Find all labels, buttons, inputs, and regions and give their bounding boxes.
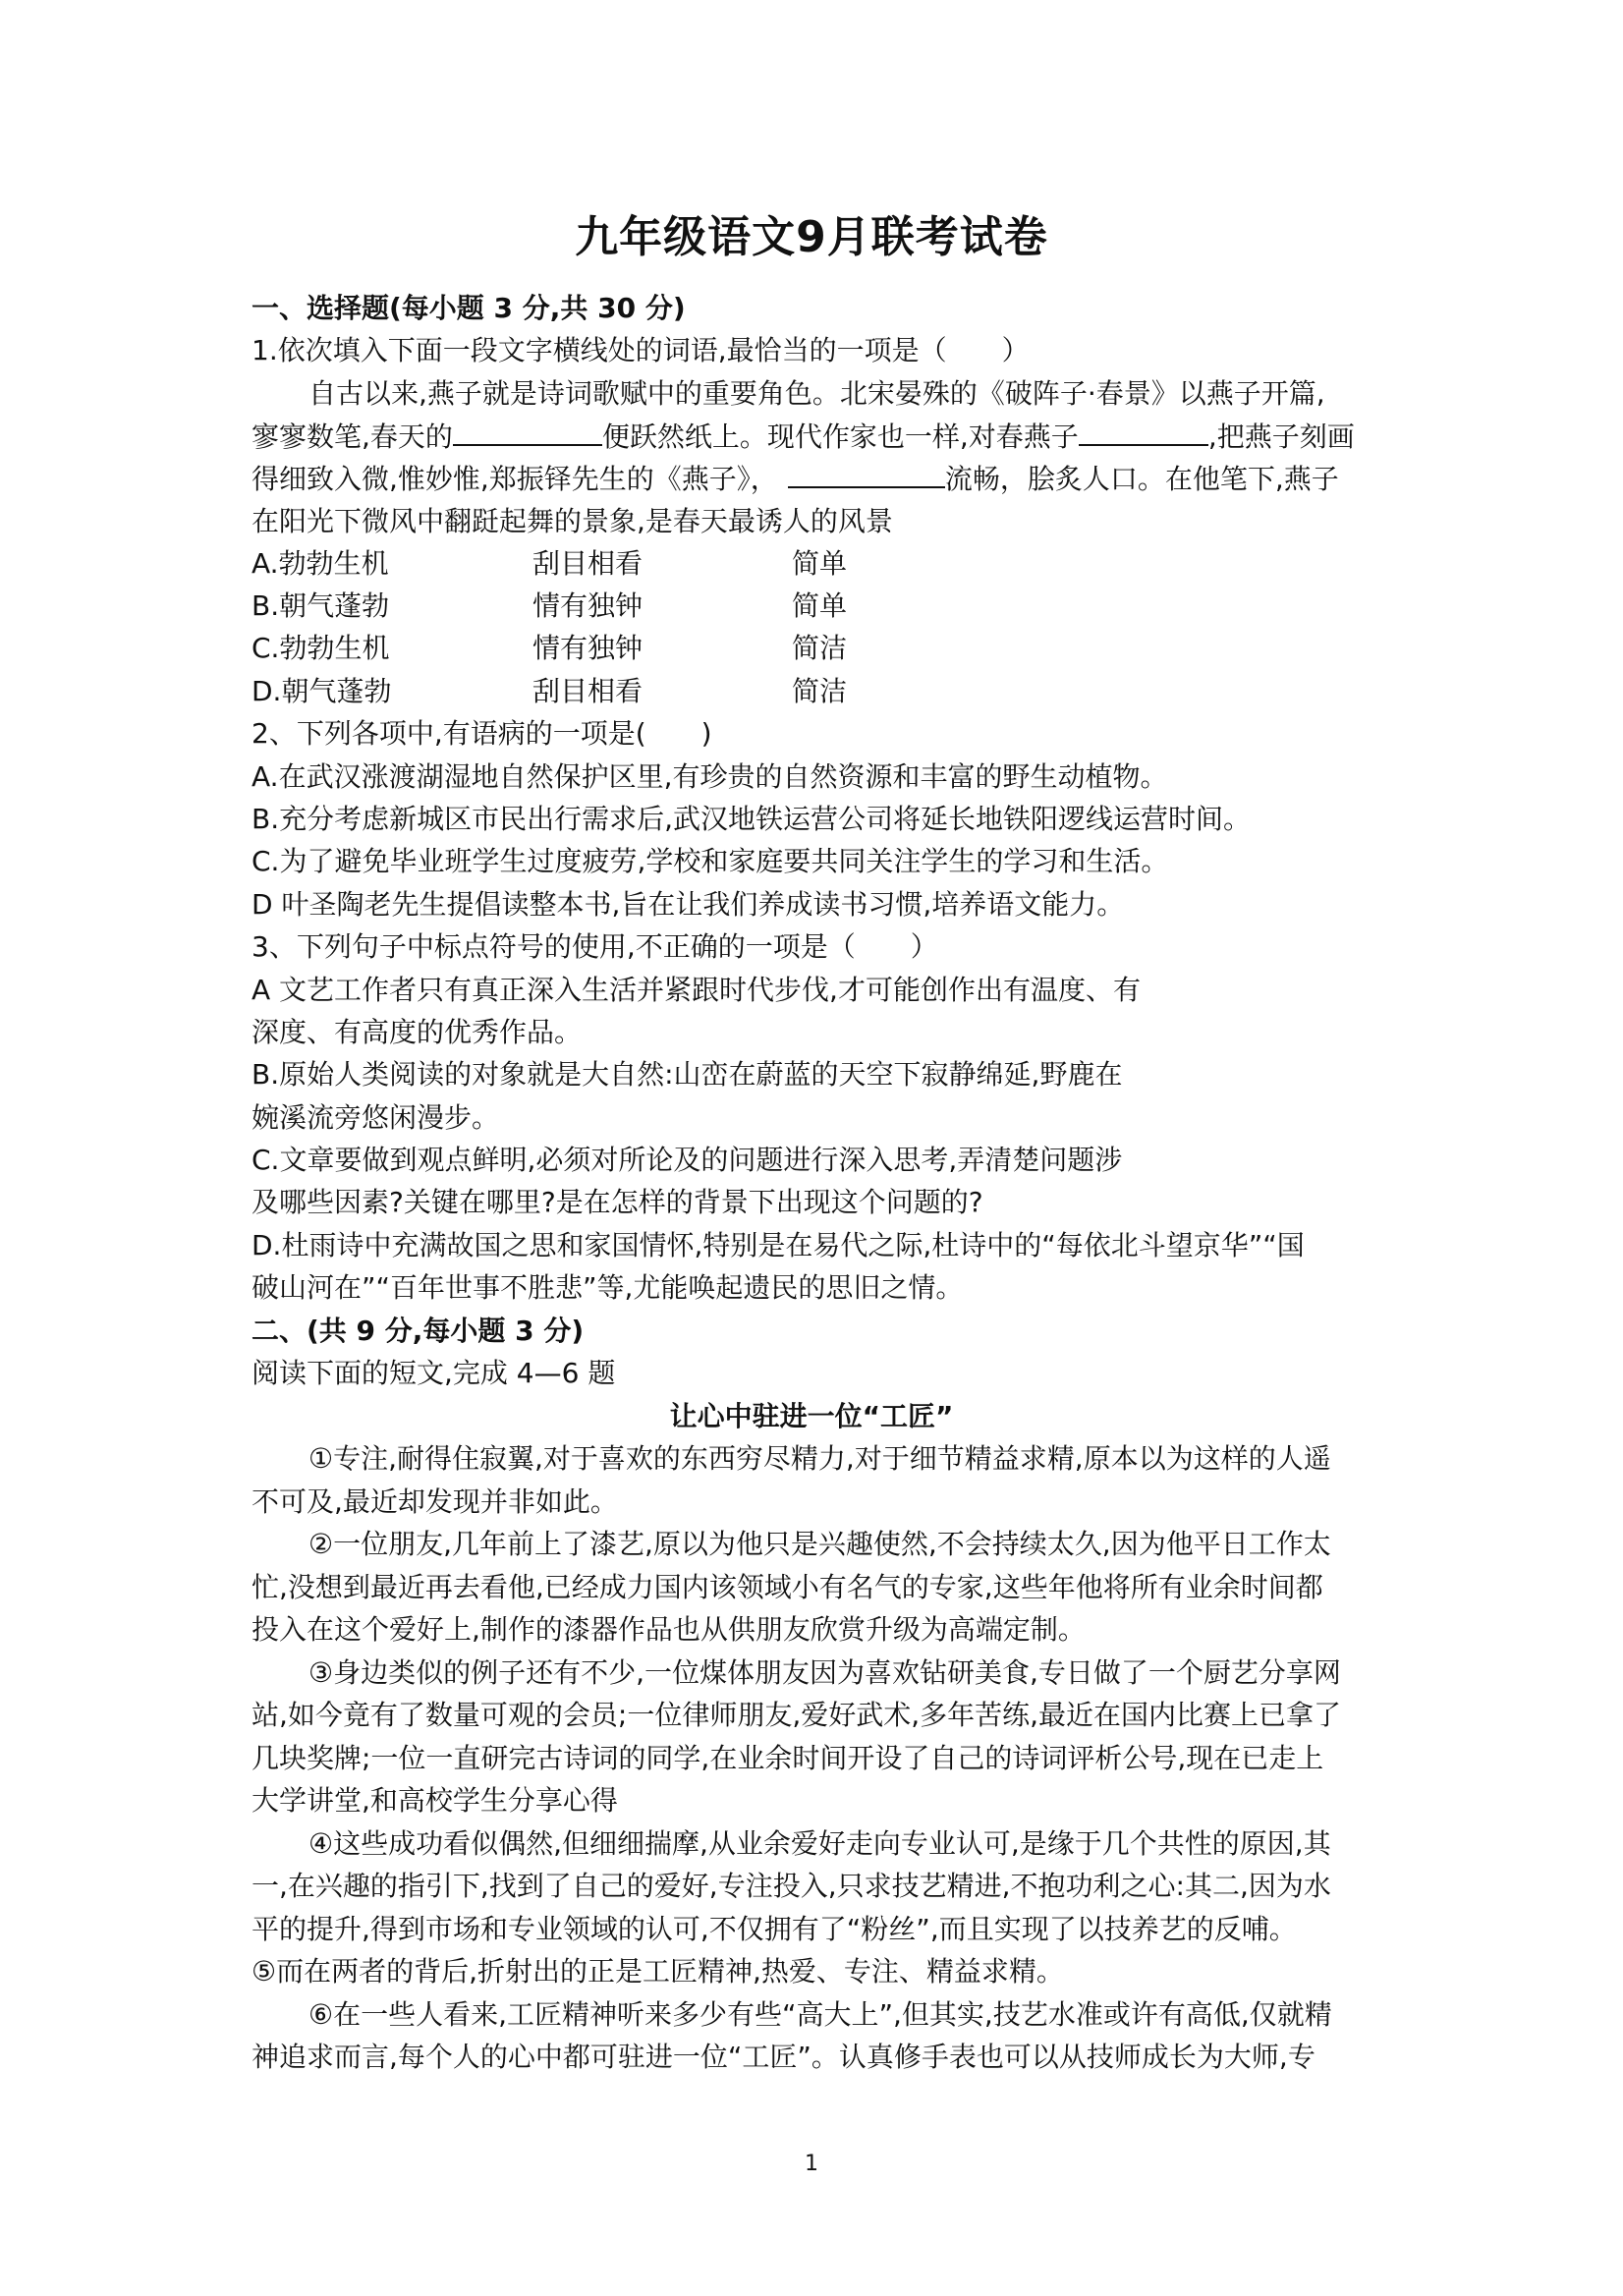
q1-passage-text: 寥寥数笔,春天的 — [252, 420, 453, 453]
article-paragraph-line: 一,在兴趣的指引下,找到了自己的爱好,专注投入,只求技艺精进,不抱功利之心:其二,因为水 — [252, 1870, 1331, 1902]
option-word: 情有独钟 — [532, 632, 644, 664]
q1-passage-text: ,把燕子刻画 — [1207, 420, 1355, 453]
q1-passage-text: 得细致入微,惟妙惟,郑振铎先生的《燕子》， — [252, 463, 778, 495]
article-paragraph-line: ⑥在一些人看来,工匠精神听来多少有些“高大上”,但其实,技艺水准或许有高低,仅就精 — [308, 1998, 1332, 2031]
q1-passage-line — [252, 420, 1355, 455]
article-paragraph-line: 大学讲堂,和高校学生分享心得 — [252, 1784, 618, 1817]
article-paragraph-line: ①专注,耐得住寂翼,对于喜欢的东西穷尽精力,对于细节精益求精,原本以为这样的人遥 — [308, 1442, 1331, 1475]
section-1-header: 一、选择题(每小题 3 分,共 30 分) — [252, 292, 686, 324]
article-paragraph-line: 投入在这个爱好上,制作的漆器作品也从供朋友欣赏升级为高端定制。 — [252, 1613, 1086, 1646]
q3-option-c-cont: 及哪些因素?关键在哪里?是在怎样的背景下出现这个问题的? — [252, 1186, 983, 1218]
section-2-header: 二、(共 9 分,每小题 3 分) — [252, 1315, 585, 1347]
reading-instruction: 阅读下面的短文,完成 4—6 题 — [252, 1357, 616, 1389]
article-paragraph-line: ③身边类似的例子还有不少,一位煤体朋友因为喜欢钻研美食,专日做了一个厨艺分享网 — [308, 1656, 1341, 1689]
q2-option-d[interactable]: D 叶圣陶老先生提倡读整本书,旨在让我们养成读书习惯,培养语文能力。 — [252, 888, 1125, 921]
article-paragraph-line: 站,如今竟有了数量可观的会员;一位律师朋友,爱好武术,多年苦练,最近在国内比赛上已拿了 — [252, 1699, 1342, 1731]
option-word: 简单 — [792, 589, 848, 622]
q1-passage-text: 流畅，脍炙人口。在他笔下,燕子 — [944, 463, 1339, 495]
article-title: 让心中驻进一位“工匠” — [669, 1400, 954, 1432]
q3-stem: 3、下列句子中标点符号的使用,不正确的一项是（ ） — [252, 930, 938, 963]
option-word: 刮目相看 — [532, 675, 644, 707]
q3-option-b-cont: 婉溪流旁悠闲漫步。 — [252, 1101, 500, 1134]
option-label: D.朝气蓬勃 — [252, 675, 392, 707]
fill-blank-3[interactable] — [788, 463, 945, 488]
option-label: C.勃勃生机 — [252, 632, 390, 664]
q1-passage-line — [252, 462, 1339, 497]
page-number: 1 — [805, 2152, 818, 2176]
q2-option-a[interactable]: A.在武汉涨渡湖湿地自然保护区里,有珍贵的自然资源和丰富的野生动植物。 — [252, 760, 1168, 793]
q3-option-b[interactable]: B.原始人类阅读的对象就是大自然:山峦在蔚蓝的天空下寂静绵延,野鹿在 — [252, 1058, 1123, 1091]
option-label: A.勃勃生机 — [252, 547, 389, 580]
q3-option-d[interactable]: D.杜雨诗中充满故国之思和家国情怀,特别是在易代之际,杜诗中的“每依北斗望京华”“国 — [252, 1229, 1305, 1261]
option-word: 简洁 — [792, 632, 848, 664]
q1-stem: 1.依次填入下面一段文字横线处的词语,最恰当的一项是（ ） — [252, 334, 1030, 366]
q3-option-c[interactable]: C.文章要做到观点鲜明,必须对所论及的问题进行深入思考,弄清楚问题涉 — [252, 1144, 1123, 1176]
q2-stem: 2、下列各项中,有语病的一项是( ) — [252, 717, 712, 750]
page-title: 九年级语文9月联考试卷 — [575, 212, 1048, 262]
q3-option-a-cont: 深度、有高度的优秀作品。 — [252, 1016, 583, 1048]
q2-option-b[interactable]: B.充分考虑新城区市民出行需求后,武汉地铁运营公司将延长地铁阳逻线运营时间。 — [252, 803, 1252, 835]
option-label: B.朝气蓬勃 — [252, 589, 390, 622]
article-paragraph-line: 神追求而言,每个人的心中都可驻进一位“工匠”。认真修手表也可以从技师成长为大师,专 — [252, 2041, 1315, 2073]
article-paragraph-line: 不可及,最近却发现并非如此。 — [252, 1485, 618, 1518]
option-word: 简单 — [792, 547, 848, 580]
option-word: 情有独钟 — [532, 589, 644, 622]
fill-blank-1[interactable] — [453, 420, 602, 446]
article-paragraph-line: 忙,没想到最近再去看他,已经成力国内该领域小有名气的专家,这些年他将所有业余时间都 — [252, 1571, 1323, 1603]
q1-passage-line: 自古以来,燕子就是诗词歌赋中的重要角色。北宋晏殊的《破阵子·春景》以燕子开篇, — [308, 377, 1325, 410]
option-word: 刮目相看 — [532, 547, 644, 580]
option-word: 简洁 — [792, 675, 848, 707]
q3-option-d-cont: 破山河在”“百年世事不胜悲”等,尤能唤起遗民的思旧之情。 — [252, 1271, 964, 1304]
article-paragraph-line: ④这些成功看似偶然,但细细揣摩,从业余爱好走向专业认可,是缘于几个共性的原因,其 — [308, 1827, 1331, 1860]
q1-passage-text: 便跃然纸上。现代作家也一样,对春燕子 — [601, 420, 1079, 453]
q1-passage-line: 在阳光下微风中翻跹起舞的景象,是春天最诱人的风景 — [252, 505, 893, 537]
article-paragraph-line: ⑤而在两者的背后,折射出的正是工匠精神,热爱、专注、精益求精。 — [252, 1955, 1064, 1988]
article-paragraph-line: 几块奖牌;一位一直研完古诗词的同学,在业余时间开设了自己的诗词评析公号,现在已走上 — [252, 1742, 1324, 1774]
article-paragraph-line: 平的提升,得到市场和专业领域的认可,不仅拥有了“粉丝”,而且实现了以技养艺的反哺。 — [252, 1913, 1297, 1945]
q2-option-c[interactable]: C.为了避免毕业班学生过度疲劳,学校和家庭要共同关注学生的学习和生活。 — [252, 845, 1169, 877]
q3-option-a[interactable]: A 文艺工作者只有真正深入生活并紧跟时代步伐,才可能创作出有温度、有 — [252, 974, 1141, 1006]
fill-blank-2[interactable] — [1079, 420, 1208, 446]
article-paragraph-line: ②一位朋友,几年前上了漆艺,原以为他只是兴趣使然,不会持续太久,因为他平日工作太 — [308, 1528, 1331, 1560]
